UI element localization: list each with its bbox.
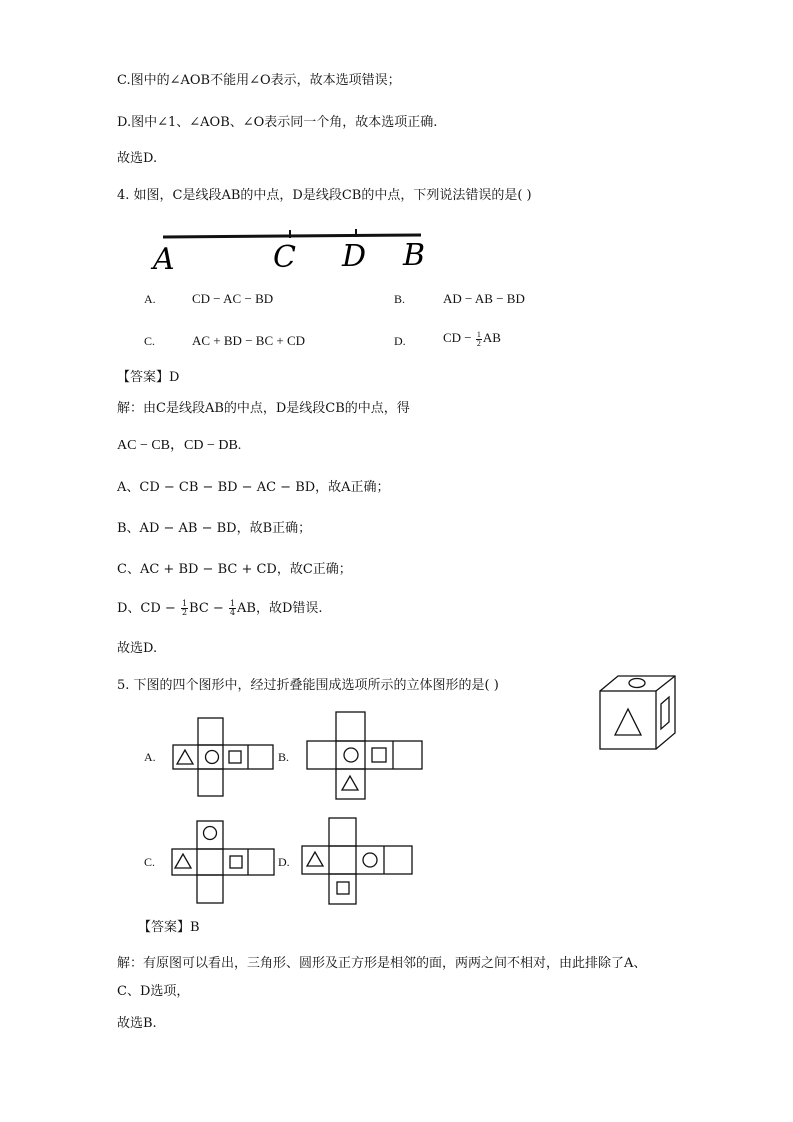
label-a: A <box>153 242 175 274</box>
net-b <box>305 710 425 802</box>
solution-5-line-2: C、D选项， <box>117 984 190 999</box>
label-c: C <box>273 240 296 274</box>
solution-5-line-1: 解：有原图可以看出，三角形、圆形及正方形是相邻的面，两两之间不相对，由此排除了A、 <box>117 956 647 971</box>
q4-option-a-expr: CD − AC − BD <box>192 291 274 306</box>
fraction-half: $\frac{1}{2}$ <box>476 329 481 348</box>
solution-4-b: B、AD − AB − BD，故B正确； <box>117 521 312 536</box>
label-b: B <box>403 238 426 273</box>
net-c <box>170 817 278 907</box>
q5-option-d-label: D. <box>278 855 290 869</box>
answer-4-tag: 【答案】D <box>117 370 180 385</box>
segment-diagram <box>145 224 435 274</box>
segment-line <box>163 235 421 237</box>
label-d: D <box>342 239 367 274</box>
q4-option-d-label: D. <box>394 334 406 348</box>
q5-option-c-label: C. <box>144 855 156 869</box>
question-5-text: 5. 下图的四个图形中，经过折叠能围成选项所示的立体图形的是( ) <box>117 678 499 693</box>
prev-option-d-text: D.图中∠1、∠AOB、∠O表示同一个角，故本选项正确. <box>117 115 438 130</box>
solution-4-intro: 解：由C是线段AB的中点，D是线段CB的中点，得 <box>117 401 410 416</box>
solution-4-c: C、AC + BD − BC + CD，故C正确； <box>117 562 352 577</box>
fraction-quarter: $\frac{1}{4}$ <box>229 599 236 617</box>
net-a <box>172 716 276 798</box>
q5-option-a-label: A. <box>144 750 156 764</box>
answer-5-tag: 【答案】B <box>138 920 200 935</box>
q4-option-c-label: C. <box>144 334 156 348</box>
q4-option-d-expr: CD − $\frac{1}{2}$ AB <box>443 329 501 348</box>
q5-option-b-label: B. <box>278 750 290 764</box>
prev-option-c-text: C.图中的∠AOB不能用∠O表示，故本选项错误； <box>117 73 401 88</box>
question-4-text: 4. 如图，C是线段AB的中点，D是线段CB的中点，下列说法错误的是( ) <box>117 188 532 203</box>
prev-conclusion: 故选D. <box>117 151 158 166</box>
cube-illustration <box>597 673 679 753</box>
q4-option-c-expr: AC + BD − BC + CD <box>192 333 306 348</box>
solution-4-conclusion: 故选D. <box>117 641 158 656</box>
solution-4-equation: AC − CB，CD − DB. <box>117 438 242 453</box>
fraction-half-2: $\frac{1}{2}$ <box>181 599 188 617</box>
q4-option-a-label: A. <box>144 292 156 306</box>
solution-4-a: A、CD − CB − BD − AC − BD，故A正确； <box>117 480 390 495</box>
q4-option-b-expr: AD − AB − BD <box>443 291 525 306</box>
solution-4-d: D、CD − $\frac{1}{2}$ BC − $\frac{1}{4}$ AB，故D错误. <box>117 599 323 617</box>
solution-5-conclusion: 故选B. <box>117 1016 157 1031</box>
q4-option-b-label: B. <box>394 292 406 306</box>
net-d <box>300 815 415 907</box>
